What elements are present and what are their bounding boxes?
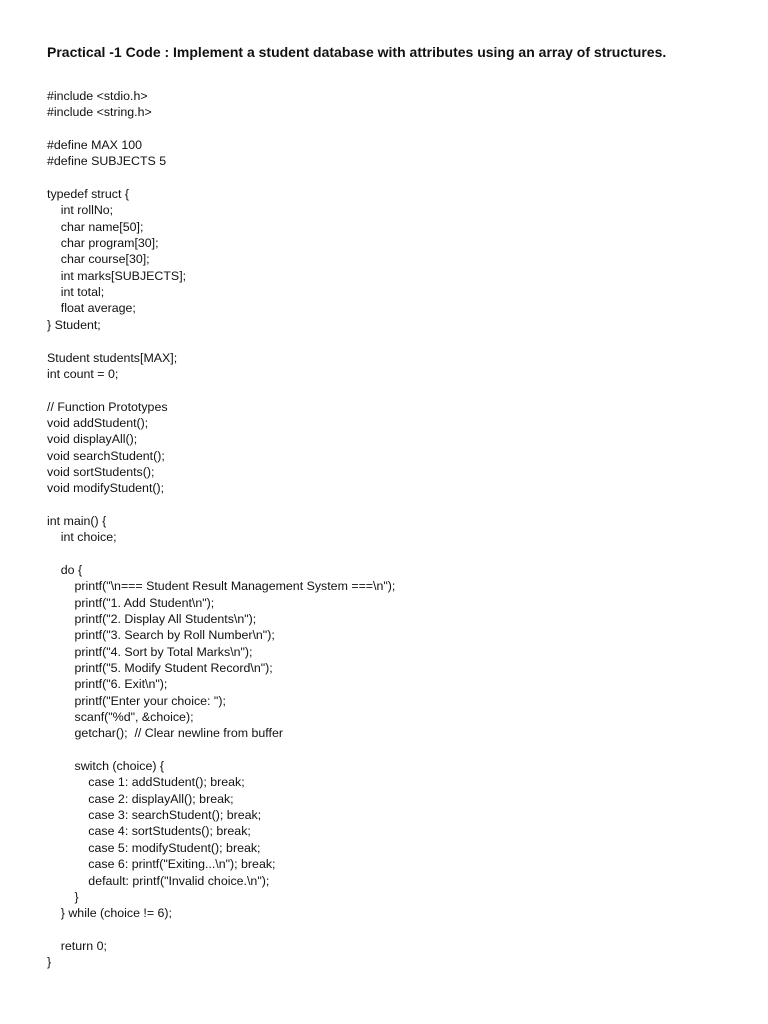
code-block xyxy=(47,88,395,971)
code-line: #define SUBJECTS 5 xyxy=(47,154,167,169)
code-line: char name[50]; xyxy=(47,219,144,234)
blank-line xyxy=(47,121,395,137)
code-line: int choice; xyxy=(47,530,117,545)
code-line: case 4: sortStudents(); break; xyxy=(47,824,251,839)
code-line: printf("3. Search by Roll Number\n"); xyxy=(47,628,275,643)
code-line: printf("1. Add Student\n"); xyxy=(47,595,215,610)
blank-line xyxy=(47,922,395,938)
code-line: printf("\n=== Student Result Management System ===\n"); xyxy=(47,579,396,594)
code-line: } xyxy=(47,889,79,904)
code-line: #include <string.h> xyxy=(47,105,152,120)
code-line: Student students[MAX]; xyxy=(47,350,178,365)
code-line: return 0; xyxy=(47,938,107,953)
code-line: case 6: printf("Exiting...\n"); break; xyxy=(47,857,276,872)
blank-line xyxy=(47,742,395,758)
blank-line xyxy=(47,546,395,562)
code-line: void addStudent(); xyxy=(47,415,149,430)
code-line: int main() { xyxy=(47,513,107,528)
code-line: float average; xyxy=(47,301,136,316)
code-line: #include <stdio.h> xyxy=(47,89,148,103)
code-line: printf("5. Modify Student Record\n"); xyxy=(47,661,273,676)
code-line: char course[30]; xyxy=(47,252,150,267)
code-line: getchar(); // Clear newline from buffer xyxy=(47,726,283,741)
code-line: } while (choice != 6); xyxy=(47,906,172,921)
code-line: void searchStudent(); xyxy=(47,448,165,463)
code-line: void sortStudents(); xyxy=(47,464,155,479)
code-line: printf("2. Display All Students\n"); xyxy=(47,612,257,626)
code-line: // Function Prototypes xyxy=(47,399,168,414)
code-line: default: printf("Invalid choice.\n"); xyxy=(47,873,270,888)
code-line: int count = 0; xyxy=(47,366,119,381)
code-line: printf("Enter your choice: "); xyxy=(47,693,226,708)
blank-line xyxy=(47,497,395,513)
code-line: char program[30]; xyxy=(47,236,159,251)
code-line: case 2: displayAll(); break; xyxy=(47,791,234,806)
code-line: #define MAX 100 xyxy=(47,138,143,153)
code-line: do { xyxy=(47,562,83,577)
code-line: } xyxy=(47,955,52,970)
code-line: void modifyStudent(); xyxy=(47,481,165,496)
blank-line xyxy=(47,382,395,398)
code-line: printf("6. Exit\n"); xyxy=(47,677,168,692)
code-line: case 1: addStudent(); break; xyxy=(47,775,245,790)
code-line: } Student; xyxy=(47,317,101,332)
code-line: void displayAll(); xyxy=(47,432,138,447)
code-line: int rollNo; xyxy=(47,203,114,218)
code-line: int total; xyxy=(47,285,105,300)
code-line: scanf("%d", &choice); xyxy=(47,710,194,725)
blank-line xyxy=(47,333,395,349)
code-line: typedef struct { xyxy=(47,187,129,202)
code-line: case 3: searchStudent(); break; xyxy=(47,808,262,823)
code-line: switch (choice) { xyxy=(47,759,165,774)
code-line: case 5: modifyStudent(); break; xyxy=(47,840,261,855)
document-title: Practical -1 Code : Implement a student database with attributes using an array of structures. xyxy=(47,44,667,60)
blank-line xyxy=(47,170,395,186)
code-line: int marks[SUBJECTS]; xyxy=(47,268,187,283)
code-line: printf("4. Sort by Total Marks\n"); xyxy=(47,644,253,659)
